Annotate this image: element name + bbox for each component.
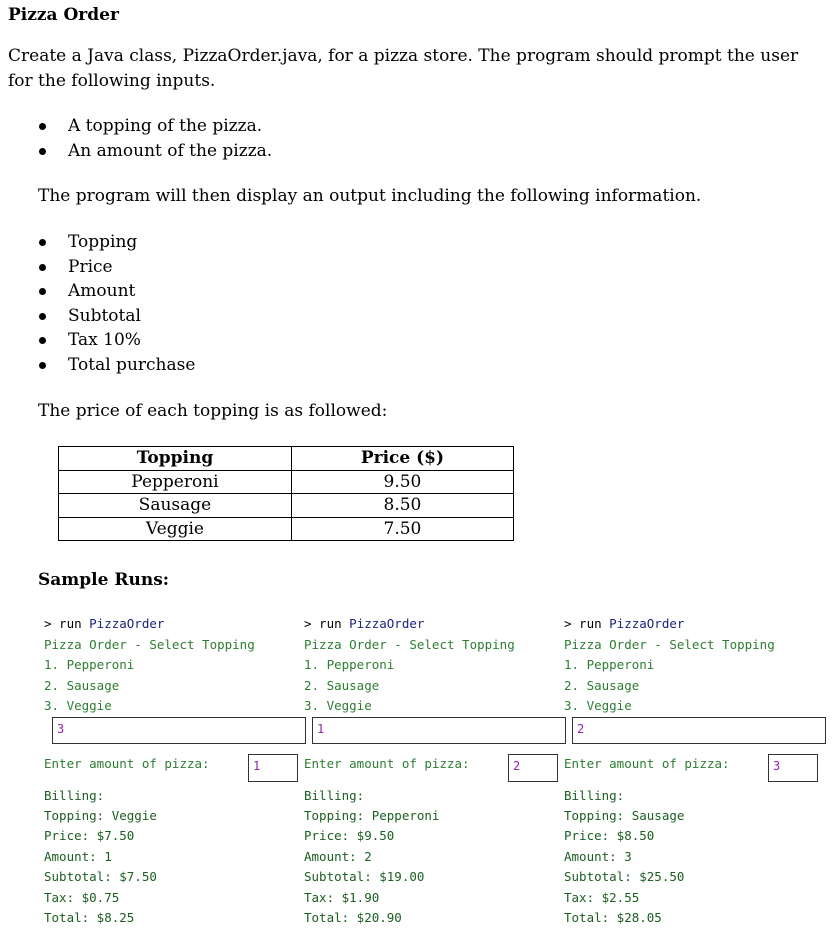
billing-label: Billing:	[304, 788, 365, 803]
list-item: Subtotal	[38, 304, 195, 329]
table-header-row	[59, 447, 514, 471]
price-intro: The price of each topping is as followed:	[38, 401, 388, 421]
menu-option-1: 1. Pepperoni	[564, 657, 655, 672]
billing-total: Total: $8.25	[44, 910, 135, 925]
billing-label: Billing:	[44, 788, 105, 803]
table-cell: Sausage	[59, 494, 292, 518]
topping-input-value: 3	[57, 722, 65, 736]
list-item: Amount	[38, 279, 195, 304]
run-command: > run	[44, 616, 90, 631]
billing-tax: Tax: $0.75	[44, 890, 120, 905]
list-item: Tax 10%	[38, 328, 195, 353]
topping-input-value: 2	[577, 722, 585, 736]
topping-input-value: 1	[317, 722, 325, 736]
amount-input-value: 3	[773, 759, 781, 773]
menu-header: Pizza Order - Select Topping	[564, 637, 775, 652]
topping-input[interactable]	[312, 717, 566, 744]
amount-prompt: Enter amount of pizza:	[564, 756, 730, 771]
billing-topping: Topping: Veggie	[44, 808, 157, 823]
menu-option-1: 1. Pepperoni	[304, 657, 395, 672]
billing-price: Price: $9.50	[304, 828, 395, 843]
list-item: An amount of the pizza.	[38, 139, 272, 164]
table-row	[59, 517, 514, 541]
run-command: > run	[564, 616, 610, 631]
outputs-list	[38, 230, 195, 378]
menu-option-2: 2. Sausage	[44, 678, 120, 693]
run-command-line	[564, 616, 684, 631]
inputs-list	[38, 114, 272, 163]
billing-topping: Topping: Pepperoni	[304, 808, 440, 823]
amount-prompt: Enter amount of pizza:	[304, 756, 470, 771]
billing-price: Price: $8.50	[564, 828, 655, 843]
list-item: Price	[38, 255, 195, 280]
billing-label: Billing:	[564, 788, 625, 803]
table-row	[59, 494, 514, 518]
list-item: Total purchase	[38, 353, 195, 378]
billing-subtotal: Subtotal: $25.50	[564, 869, 685, 884]
run-command: > run	[304, 616, 350, 631]
billing-subtotal: Subtotal: $7.50	[44, 869, 157, 884]
amount-input[interactable]	[248, 754, 298, 782]
menu-option-2: 2. Sausage	[304, 678, 380, 693]
menu-option-3: 3. Veggie	[564, 698, 632, 713]
table-cell: 7.50	[291, 517, 513, 541]
billing-total: Total: $20.90	[304, 910, 402, 925]
table-cell: Pepperoni	[59, 470, 292, 494]
billing-amount: Amount: 1	[44, 849, 112, 864]
amount-input[interactable]	[768, 754, 818, 782]
intro-paragraph: Create a Java class, PizzaOrder.java, for a pizza store. The program should prompt the user for the following inputs.	[8, 46, 799, 91]
table-header: Topping	[59, 447, 292, 471]
menu-option-2: 2. Sausage	[564, 678, 640, 693]
page-title: Pizza Order	[8, 5, 119, 25]
run-class-name: PizzaOrder	[609, 616, 685, 631]
table-cell: 8.50	[291, 494, 513, 518]
run-class-name: PizzaOrder	[349, 616, 425, 631]
menu-option-3: 3. Veggie	[44, 698, 112, 713]
amount-input-value: 1	[253, 759, 261, 773]
amount-input[interactable]	[508, 754, 558, 782]
run-class-name: PizzaOrder	[89, 616, 165, 631]
menu-header: Pizza Order - Select Topping	[44, 637, 255, 652]
billing-subtotal: Subtotal: $19.00	[304, 869, 425, 884]
price-table	[58, 446, 514, 541]
table-header: Price ($)	[291, 447, 513, 471]
billing-topping: Topping: Sausage	[564, 808, 685, 823]
billing-total: Total: $28.05	[564, 910, 662, 925]
billing-amount: Amount: 2	[304, 849, 372, 864]
menu-option-1: 1. Pepperoni	[44, 657, 135, 672]
billing-price: Price: $7.50	[44, 828, 135, 843]
output-intro: The program will then display an output including the following information.	[38, 186, 702, 206]
run-command-line	[44, 616, 164, 631]
topping-input[interactable]	[52, 717, 306, 744]
billing-tax: Tax: $2.55	[564, 890, 640, 905]
table-cell: 9.50	[291, 470, 513, 494]
billing-tax: Tax: $1.90	[304, 890, 380, 905]
topping-input[interactable]	[572, 717, 826, 744]
billing-amount: Amount: 3	[564, 849, 632, 864]
table-cell: Veggie	[59, 517, 292, 541]
menu-header: Pizza Order - Select Topping	[304, 637, 515, 652]
sample-runs-heading: Sample Runs:	[38, 570, 170, 590]
menu-option-3: 3. Veggie	[304, 698, 372, 713]
list-item: A topping of the pizza.	[38, 114, 272, 139]
table-row	[59, 470, 514, 494]
run-command-line	[304, 616, 424, 631]
amount-input-value: 2	[513, 759, 521, 773]
amount-prompt: Enter amount of pizza:	[44, 756, 210, 771]
list-item: Topping	[38, 230, 195, 255]
